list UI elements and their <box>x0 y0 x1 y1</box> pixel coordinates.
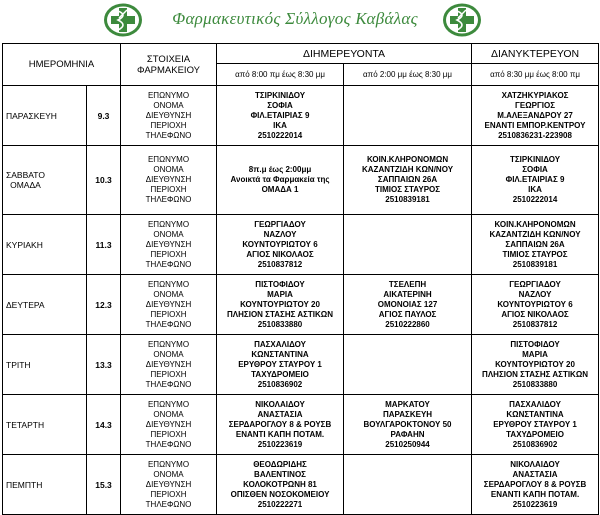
pharmacy-line: ΜΑΡΚΑΤΟΥ <box>385 399 430 409</box>
day-cell <box>3 395 87 455</box>
pharmacy-line: ΤΣΙΡΚΙΝΙΔΟΥ <box>509 155 561 164</box>
pharmacy-line: ΙΚΑ <box>273 120 287 130</box>
field-labels-cell <box>121 335 217 395</box>
field-label: ΠΕΡΙΟΧΗ <box>150 185 187 194</box>
column-header-info-line1: ΣΤΟΙΧΕΙΑ <box>146 53 191 65</box>
field-label: ΠΕΡΙΟΧΗ <box>150 249 187 259</box>
day-label: ΠΑΡΑΣΚΕΥΗ <box>6 110 57 121</box>
pharmacy-line: ΚΟΥΝΤΟΥΡΙΩΤΟΥ 20 <box>495 359 575 369</box>
table-row <box>3 395 599 455</box>
pharmacy-line: ΣΕΡΔΑΡΟΓΛΟΥ 8 & ΡΟΥΣΒ <box>228 419 332 429</box>
field-label: ΕΠΩΝΥΜΟ <box>147 459 190 469</box>
field-label: ΟΝΟΜΑ <box>153 229 184 239</box>
pharmacy-line: ΓΕΩΡΓΙΑΔΟΥ <box>254 219 306 229</box>
pharmacy-line: 2510836231-223908 <box>498 130 572 140</box>
field-labels-cell <box>121 146 217 215</box>
field-labels-cell <box>121 395 217 455</box>
pharmacy-line: ΝΙΚΟΛΑΙΔΟΥ <box>255 399 305 409</box>
field-label: ΠΕΡΙΟΧΗ <box>150 120 187 130</box>
afternoon-pharmacy-cell <box>344 275 472 335</box>
pharmacy-line: Μ.ΑΛΕΞΑΝΔΡΟΥ 27 <box>497 110 573 120</box>
field-label: ΕΠΩΝΥΜΟ <box>147 339 190 349</box>
afternoon-pharmacy-cell <box>344 335 472 395</box>
pharmacy-line: ΓΕΩΡΓΙΟΣ <box>515 100 555 110</box>
date-cell: 14.3 <box>87 395 121 455</box>
field-labels-cell <box>121 215 217 275</box>
pharmacy-line: 2510836902 <box>257 379 303 389</box>
field-label: ΠΕΡΙΟΧΗ <box>150 369 187 379</box>
pharmacy-line: ΠΛΗΣΙΟΝ ΣΤΑΣΗΣ ΑΣΤΙΚΩΝ <box>227 309 333 319</box>
pharmacy-line: ΑΓΙΟΣ ΝΙΚΟΛΑΟΣ <box>501 309 569 319</box>
pharmacy-line: ΦΙΛ.ΕΤΑΙΡΙΑΣ 9 <box>250 110 310 120</box>
morning-pharmacy-cell <box>217 146 344 215</box>
pharmacy-line: ΤΣΕΛΕΠΗ <box>388 279 427 289</box>
pharmacy-line: ΚΟΥΝΤΟΥΡΙΩΤΟΥ 6 <box>242 239 318 249</box>
field-label: ΟΝΟΜΑ <box>153 469 184 479</box>
field-label: ΠΕΡΙΟΧΗ <box>150 489 187 499</box>
field-label: ΤΗΛΕΦΩΝΟ <box>145 259 192 269</box>
column-header-date: ΗΜΕΡΟΜΗΝΙΑ <box>3 44 121 86</box>
pharmacy-line: ΝΙΚΟΛΑΙΔΟΥ <box>510 459 560 469</box>
pharmacy-line: Ανοικτά τα Φαρμακεία της <box>230 175 330 184</box>
pharmacy-line: ΠΑΣΧΑΛΙΔΟΥ <box>254 339 306 349</box>
pharmacy-line: 2510837812 <box>257 259 303 269</box>
date-cell: 11.3 <box>87 215 121 275</box>
morning-pharmacy-cell <box>217 215 344 275</box>
pharmacy-line: 8π.μ έως 2:00μμ <box>248 165 312 174</box>
pharmacy-line: 2510837812 <box>512 319 558 329</box>
afternoon-pharmacy-cell <box>344 455 472 515</box>
date-cell: 9.3 <box>87 86 121 146</box>
pharmacy-line: ΣΑΠΠΑΙΩΝ 26Α <box>377 175 438 184</box>
field-labels-cell <box>121 275 217 335</box>
morning-pharmacy-cell <box>217 275 344 335</box>
field-label: ΔΙΕΥΘΥΝΣΗ <box>145 359 192 369</box>
pharmacy-line: ΡΑΦΑΗΝ <box>390 429 425 439</box>
pharmacy-line: ΣΟΦΙΑ <box>267 100 293 110</box>
day-label: ΚΥΡΙΑΚΗ <box>6 239 43 250</box>
day-cell <box>3 146 87 215</box>
field-label: ΟΝΟΜΑ <box>153 165 184 174</box>
field-label: ΠΕΡΙΟΧΗ <box>150 309 187 319</box>
pharmacy-line: ΚΟΛΟΚΟΤΡΩΝΗ 81 <box>243 479 317 489</box>
pharmacy-line: ΚΩΝΣΤΑΝΤΙΝΑ <box>251 349 309 359</box>
afternoon-pharmacy-cell <box>344 86 472 146</box>
pharmacy-line: 2510839181 <box>385 195 430 204</box>
column-group-day-shift: ΔΙΗΜΕΡΕΥΟΝΤΑ <box>217 44 472 64</box>
day-label: ΤΡΙΤΗ <box>6 359 31 370</box>
pharmacy-line: ΚΟΥΝΤΟΥΡΙΩΤΟΥ 6 <box>497 299 573 309</box>
morning-pharmacy-cell <box>217 455 344 515</box>
night-pharmacy-cell <box>472 86 599 146</box>
day-cell <box>3 335 87 395</box>
afternoon-pharmacy-cell <box>344 146 472 215</box>
pharmacy-line: ΙΚΑ <box>528 185 542 194</box>
field-label: ΤΗΛΕΦΩΝΟ <box>145 379 192 389</box>
pharmacy-line: ΒΟΥΛΓΑΡΟΚΤΟΝΟΥ 50 <box>363 419 452 429</box>
night-pharmacy-cell <box>472 275 599 335</box>
pharmacy-line: 2510222014 <box>512 195 558 204</box>
night-pharmacy-cell <box>472 146 599 215</box>
pharmacy-line: 2510223619 <box>257 439 303 449</box>
caduceus-cross-logo-icon <box>442 2 482 38</box>
table-row <box>3 335 599 395</box>
day-cell <box>3 275 87 335</box>
field-label: ΟΝΟΜΑ <box>153 100 184 110</box>
pharmacy-line: ΠΙΣΤΟΦΙΔΟΥ <box>510 339 560 349</box>
pharmacy-line: ΓΕΩΡΓΙΑΔΟΥ <box>509 279 561 289</box>
night-pharmacy-cell <box>472 335 599 395</box>
date-cell: 12.3 <box>87 275 121 335</box>
column-header-night-shift: από 8:30 μμ έως 8:00 πμ <box>472 64 599 86</box>
pharmacy-line: ΑΓΙΟΣ ΠΑΥΛΟΣ <box>378 309 437 319</box>
day-label: ΣΑΒΒΑΤΟ <box>6 170 45 180</box>
pharmacy-line: ΠΑΣΧΑΛΙΔΟΥ <box>509 399 561 409</box>
pharmacy-line: 2510222860 <box>385 319 430 329</box>
pharmacy-line: ΜΑΡΙΑ <box>267 289 293 299</box>
pharmacy-line: ΝΑΖΛΟΥ <box>518 289 552 299</box>
field-label: ΟΝΟΜΑ <box>153 349 184 359</box>
field-label: ΠΕΡΙΟΧΗ <box>150 429 187 439</box>
pharmacy-line: ΣΕΡΔΑΡΟΓΛΟΥ 8 & ΡΟΥΣΒ <box>483 479 587 489</box>
pharmacy-line: ΕΡΥΘΡΟΥ ΣΤΑΥΡΟΥ 1 <box>493 419 577 429</box>
pharmacy-line: ΚΟΙΝ.ΚΛΗΡΟΝΟΜΩΝ <box>366 155 449 164</box>
pharmacy-line: ΚΑΖΑΝΤΖΙΔΗ ΚΩΝ/ΝΟΥ <box>362 165 454 174</box>
column-header-info-line2: ΦΑΡΜΑΚΕΙΟΥ <box>137 64 200 76</box>
field-label: ΕΠΩΝΥΜΟ <box>147 219 190 229</box>
pharmacy-line: ΤΙΜΙΟΣ ΣΤΑΥΡΟΣ <box>502 249 568 259</box>
morning-pharmacy-cell <box>217 335 344 395</box>
table-row <box>3 86 599 146</box>
day-label: ΟΜΑΔΑ <box>10 180 41 190</box>
field-labels-cell <box>121 86 217 146</box>
page-title: Φαρμακευτικός Σύλλογος Καβάλας <box>172 9 418 28</box>
day-cell <box>3 86 87 146</box>
date-cell: 15.3 <box>87 455 121 515</box>
field-label: ΤΗΛΕΦΩΝΟ <box>145 130 192 140</box>
field-label: ΔΙΕΥΘΥΝΣΗ <box>145 419 192 429</box>
pharmacy-line: ΤΑΧΥΔΡΟΜΕΙΟ <box>506 429 564 439</box>
pharmacy-line: ΑΝΑΣΤΑΣΙΑ <box>257 409 303 419</box>
field-label: ΤΗΛΕΦΩΝΟ <box>145 439 192 449</box>
caduceus-cross-logo-icon <box>103 2 143 38</box>
pharmacy-line: ΣΟΦΙΑ <box>522 165 548 174</box>
pharmacy-line: ΝΑΖΛΟΥ <box>263 229 297 239</box>
date-cell: 13.3 <box>87 335 121 395</box>
pharmacy-line: ΣΑΠΠΑΙΩΝ 26Α <box>505 239 565 249</box>
day-cell <box>3 215 87 275</box>
pharmacy-line: 2510833880 <box>512 379 558 389</box>
table-row <box>3 146 599 215</box>
pharmacy-line: 2510833880 <box>257 319 303 329</box>
field-label: ΕΠΩΝΥΜΟ <box>147 155 190 164</box>
pharmacy-line: ΕΝΑΝΤΙ ΕΜΠΟΡ.ΚΕΝΤΡΟΥ <box>484 120 586 130</box>
field-label: ΟΝΟΜΑ <box>153 409 184 419</box>
night-pharmacy-cell <box>472 455 599 515</box>
pharmacy-line: ΦΙΛ.ΕΤΑΙΡΙΑΣ 9 <box>505 175 565 184</box>
pharmacy-line: ΕΡΥΘΡΟΥ ΣΤΑΥΡΟΥ 1 <box>238 359 322 369</box>
morning-pharmacy-cell <box>217 86 344 146</box>
pharmacy-line: ΚΑΖΑΝΤΖΙΔΗ ΚΩΝ/ΝΟΥ <box>489 229 581 239</box>
field-label: ΤΗΛΕΦΩΝΟ <box>145 195 192 204</box>
pharmacy-line: ΜΑΡΙΑ <box>522 349 548 359</box>
pharmacy-line: ΑΓΙΟΣ ΝΙΚΟΛΑΟΣ <box>246 249 314 259</box>
field-label: ΕΠΩΝΥΜΟ <box>147 399 190 409</box>
pharmacy-line: ΟΜΑΔΑ 1 <box>261 185 299 194</box>
night-pharmacy-cell <box>472 215 599 275</box>
pharmacy-line: ΒΑΛΕΝΤΙΝΟΣ <box>254 469 306 479</box>
pharmacy-line: ΑΝΑΣΤΑΣΙΑ <box>512 469 558 479</box>
pharmacy-schedule-table <box>2 43 599 515</box>
pharmacy-line: ΟΠΙΣΘΕΝ ΝΟΣΟΚΟΜΕΙΟΥ <box>230 489 330 499</box>
day-label: ΠΕΜΠΤΗ <box>6 479 43 490</box>
field-label: ΔΙΕΥΘΥΝΣΗ <box>145 239 192 249</box>
pharmacy-line: 2510250944 <box>385 439 430 449</box>
day-cell <box>3 455 87 515</box>
field-label: ΔΙΕΥΘΥΝΣΗ <box>145 175 192 184</box>
field-label: ΕΠΩΝΥΜΟ <box>147 279 190 289</box>
pharmacy-line: 2510222014 <box>257 130 303 140</box>
pharmacy-line: ΠΛΗΣΙΟΝ ΣΤΑΣΗΣ ΑΣΤΙΚΩΝ <box>482 369 589 379</box>
pharmacy-line: ΤΑΧΥΔΡΟΜΕΙΟ <box>251 369 309 379</box>
pharmacy-line: ΕΝΑΝΤΙ ΚΑΠΗ ΠΟΤΑΜ. <box>235 429 325 439</box>
date-cell: 10.3 <box>87 146 121 215</box>
column-header-afternoon-shift: από 2:00 μμ έως 8:30 μμ <box>344 64 472 86</box>
field-labels-cell <box>121 455 217 515</box>
field-label: ΔΙΕΥΘΥΝΣΗ <box>145 110 192 120</box>
field-label: ΤΗΛΕΦΩΝΟ <box>145 319 192 329</box>
day-label: ΔΕΥΤΕΡΑ <box>6 299 45 310</box>
field-label: ΤΗΛΕΦΩΝΟ <box>145 499 192 509</box>
pharmacy-line: ΟΜΟΝΟΙΑΣ 127 <box>377 299 438 309</box>
pharmacy-line: 2510836902 <box>512 439 558 449</box>
column-group-night-shift: ΔΙΑΝΥΚΤΕΡΕΥΟΝ <box>472 44 599 64</box>
column-header-pharmacy-info <box>121 44 217 86</box>
night-pharmacy-cell <box>472 395 599 455</box>
pharmacy-line: ΑΙΚΑΤΕΡΙΝΗ <box>383 289 432 299</box>
field-label: ΕΠΩΝΥΜΟ <box>147 90 190 100</box>
pharmacy-line: 2510839181 <box>512 259 558 269</box>
table-row <box>3 215 599 275</box>
afternoon-pharmacy-cell <box>344 395 472 455</box>
pharmacy-line: 2510222271 <box>257 499 303 509</box>
field-label: ΔΙΕΥΘΥΝΣΗ <box>145 479 192 489</box>
pharmacy-line: ΚΟΙΝ.ΚΛΗΡΟΝΟΜΩΝ <box>494 219 576 229</box>
pharmacy-line: ΚΩΝΣΤΑΝΤΙΝΑ <box>506 409 564 419</box>
day-label: ΤΕΤΑΡΤΗ <box>6 419 45 430</box>
morning-pharmacy-cell <box>217 395 344 455</box>
pharmacy-line: ΤΙΜΙΟΣ ΣΤΑΥΡΟΣ <box>374 185 441 194</box>
table-row <box>3 275 599 335</box>
table-row <box>3 455 599 515</box>
pharmacy-line: ΠΙΣΤΟΦΙΔΟΥ <box>255 279 305 289</box>
pharmacy-line: 2510223619 <box>512 499 558 509</box>
pharmacy-line: ΕΝΑΝΤΙ ΚΑΠΗ ΠΟΤΑΜ. <box>490 489 580 499</box>
pharmacy-line: ΤΣΙΡΚΙΝΙΔΟΥ <box>254 90 306 100</box>
pharmacy-line: ΧΑΤΖΗΚΥΡΙΑΚΟΣ <box>501 90 569 100</box>
pharmacy-line: ΚΟΥΝΤΟΥΡΙΩΤΟΥ 20 <box>240 299 320 309</box>
column-header-morning-shift: από 8:00 πμ έως 8:30 μμ <box>217 64 344 86</box>
pharmacy-line: ΠΑΡΑΣΚΕΥΗ <box>382 409 433 419</box>
pharmacy-line: ΘΕΟΔΩΡΙΔΗΣ <box>253 459 307 469</box>
page-header <box>0 0 600 40</box>
field-label: ΔΙΕΥΘΥΝΣΗ <box>145 299 192 309</box>
afternoon-pharmacy-cell <box>344 215 472 275</box>
field-label: ΟΝΟΜΑ <box>153 289 184 299</box>
